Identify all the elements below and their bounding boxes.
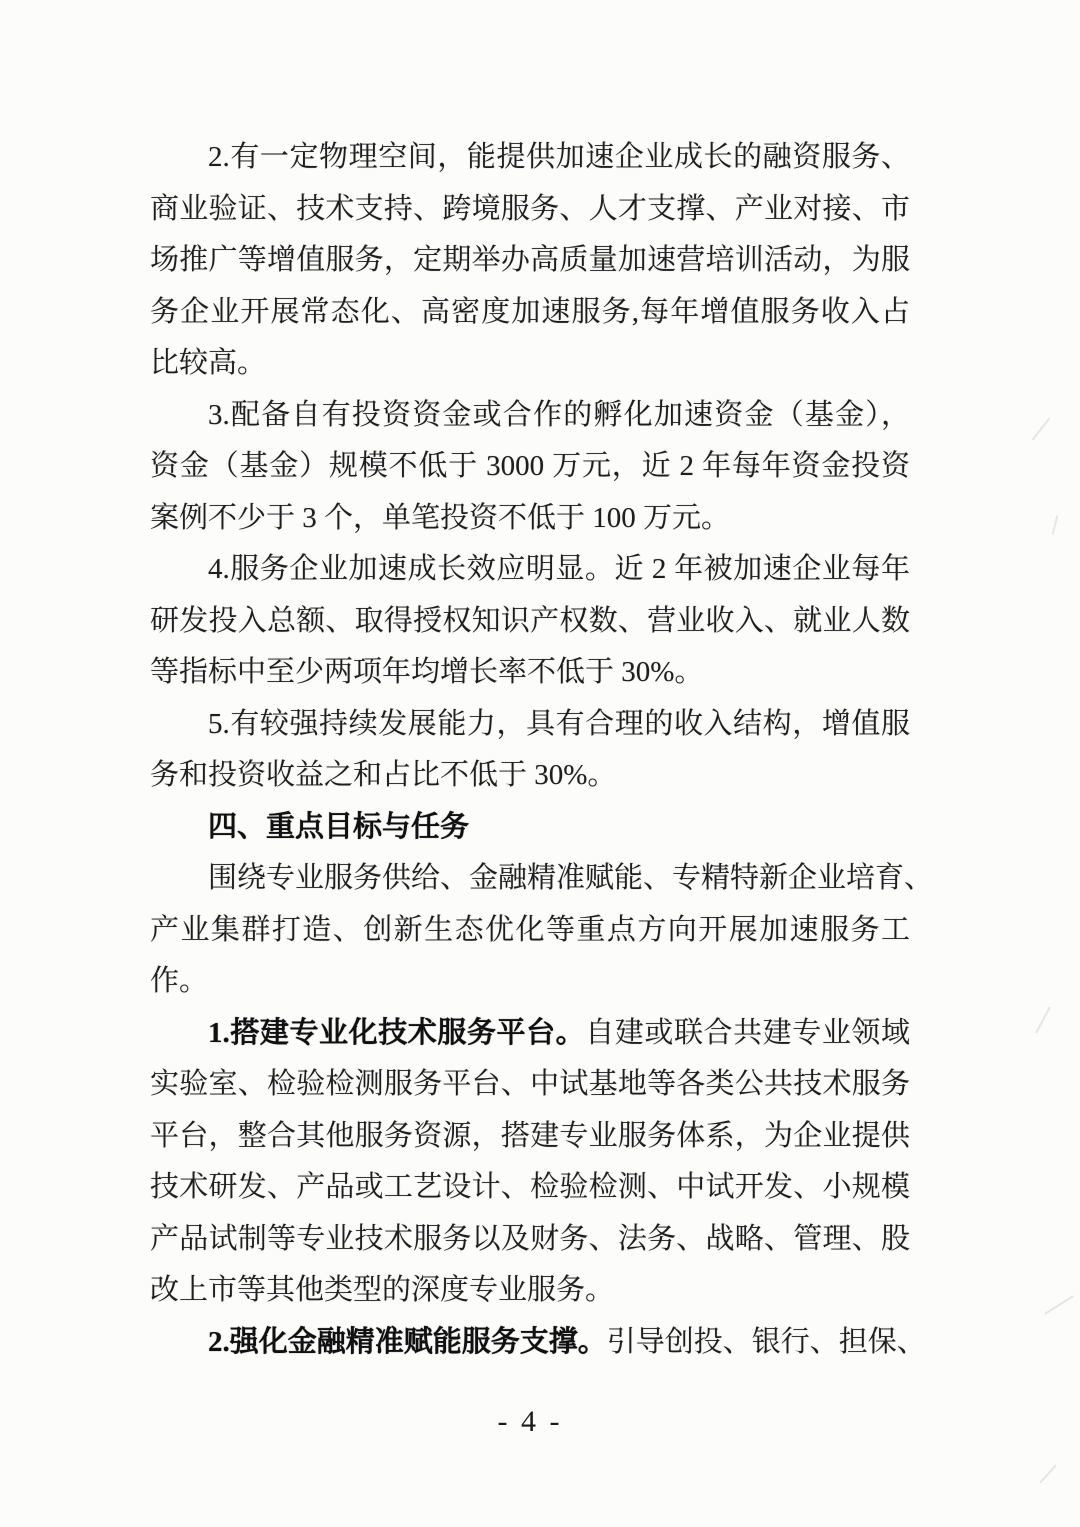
text-segment: 产品试制等专业技术服务以及财务、法务、战略、管理、股 xyxy=(150,1222,910,1255)
text-segment: 改上市等其他类型的深度专业服务。 xyxy=(150,1274,615,1306)
scan-artifact xyxy=(1052,515,1059,535)
text-line xyxy=(150,802,910,854)
text-segment: 平台，整合其他服务资源，搭建专业服务体系，为企业提供 xyxy=(150,1119,910,1152)
text-line xyxy=(150,750,910,802)
text-line xyxy=(150,1059,910,1111)
text-segment: 2.有一定物理空间，能提供加速企业成长的融资服务、 xyxy=(208,141,910,173)
bold-text-segment: 2.强化金融精准赋能服务支撑。 xyxy=(208,1325,607,1358)
text-segment: 务和投资收益之和占比不低于 30%。 xyxy=(150,759,617,791)
text-segment: 自建或联合共建专业领域 xyxy=(585,1016,910,1049)
document-body xyxy=(150,132,934,1368)
bold-text-segment: 1.搭建专业化技术服务平台。 xyxy=(208,1016,586,1049)
text-segment: 等指标中至少两项年均增长率不低于 30%。 xyxy=(150,656,704,688)
text-line xyxy=(150,235,910,287)
text-line xyxy=(150,1111,910,1163)
text-line xyxy=(150,596,910,648)
text-line xyxy=(150,132,910,184)
text-line xyxy=(150,390,910,442)
text-line xyxy=(150,287,910,339)
scan-artifact xyxy=(1032,417,1051,440)
text-line xyxy=(150,1317,926,1369)
para-key-directions xyxy=(150,853,934,1008)
text-line xyxy=(150,1214,910,1266)
text-segment: 3.配备自有投资资金或合作的孵化加速资金（基金）， xyxy=(208,398,910,431)
text-segment: 资金（基金）规模不低于 3000 万元，近 2 年每年资金投资 xyxy=(150,450,910,482)
text-line xyxy=(150,1008,910,1060)
para-task-2-finance-support xyxy=(150,1317,926,1369)
text-line xyxy=(150,338,910,390)
para-task-1-tech-platform xyxy=(150,1008,910,1317)
para-4-growth-effect xyxy=(150,544,910,699)
page-number: - 4 - xyxy=(497,1405,563,1438)
text-segment: 比较高。 xyxy=(150,347,267,379)
text-line xyxy=(150,544,910,596)
text-segment: 实验室、检验检测服务平台、中试基地等各类公共技术服务 xyxy=(150,1068,910,1100)
text-segment: 商业验证、技术支持、跨境服务、人才支撑、产业对接、市 xyxy=(150,192,910,225)
text-segment: 5.有较强持续发展能力，具有合理的收入结构，增值服 xyxy=(208,707,910,740)
text-segment: 技术研发、产品或工艺设计、检验检测、中试开发、小规模 xyxy=(150,1171,910,1203)
text-line xyxy=(150,1265,910,1317)
text-segment: 场推广等增值服务，定期举办高质量加速营培训活动，为服 xyxy=(150,244,910,276)
text-line xyxy=(150,441,910,493)
text-segment: 引导创投、银行、担保、 xyxy=(606,1325,926,1358)
para-2-physical-space xyxy=(150,132,910,390)
text-segment: 作。 xyxy=(150,965,209,997)
text-line xyxy=(150,647,910,699)
scan-artifact xyxy=(1039,1464,1057,1483)
text-segment: 产业集群打造、创新生态优化等重点方向开展加速服务工 xyxy=(150,913,910,946)
text-segment: 务企业开展常态化、高密度加速服务,每年增值服务收入占 xyxy=(150,295,910,328)
text-segment: 案例不少于 3 个，单笔投资不低于 100 万元。 xyxy=(150,501,731,534)
text-line xyxy=(150,699,910,751)
text-line xyxy=(150,905,910,957)
text-line xyxy=(150,853,934,905)
text-segment: 4.服务企业加速成长效应明显。近 2 年被加速企业每年 xyxy=(208,553,910,585)
text-line xyxy=(150,184,910,236)
text-segment: 研发投入总额、取得授权知识产权数、营业收入、就业人数 xyxy=(150,604,910,637)
text-line xyxy=(150,493,910,545)
text-line xyxy=(150,956,910,1008)
para-5-sustainability xyxy=(150,699,910,802)
heading-section-four xyxy=(150,802,910,854)
bold-text-segment: 四、重点目标与任务 xyxy=(208,810,470,843)
scan-artifact xyxy=(1044,1295,1074,1315)
text-segment: 围绕专业服务供给、金融精准赋能、专精特新企业培育、 xyxy=(208,862,934,894)
scan-artifact xyxy=(1035,1006,1051,1033)
text-line xyxy=(150,1162,910,1214)
para-3-investment-fund xyxy=(150,390,910,545)
